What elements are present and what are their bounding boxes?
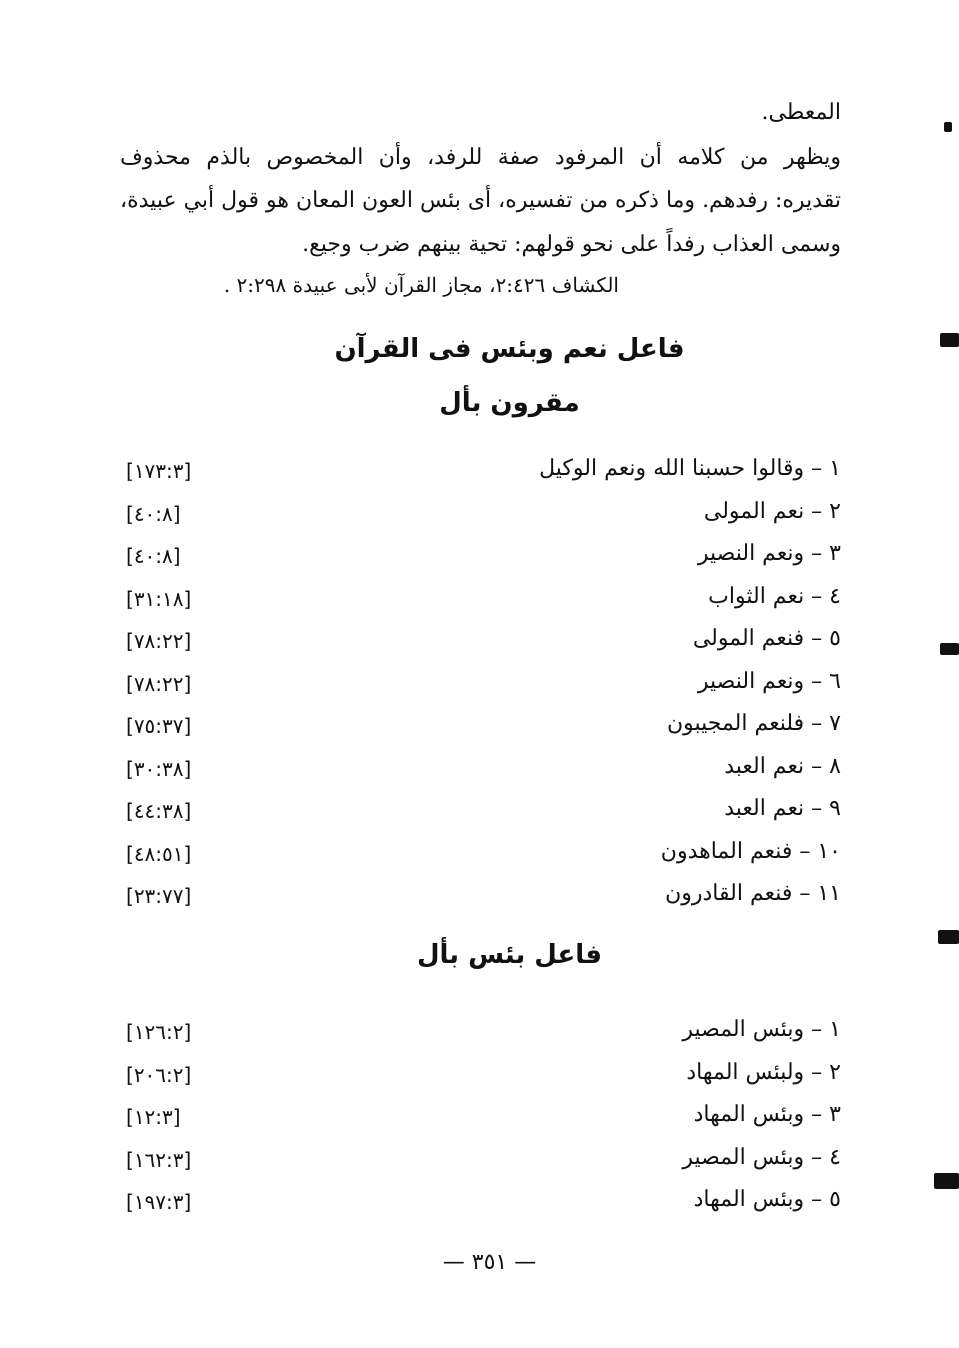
- verse-reference: [٤٤:٣٨]: [126, 799, 192, 823]
- verse-list-1: [120, 452, 841, 920]
- list-item: [120, 877, 841, 920]
- verse-text: ٧ – فلنعم المجيبون: [666, 711, 841, 736]
- verse-reference: [٣١:١٨]: [126, 586, 192, 611]
- verse-text: ٣ – ونعم النصير: [697, 541, 841, 566]
- list-item: [120, 1141, 841, 1184]
- verse-text: ٤ – وبئس المصير: [682, 1144, 841, 1170]
- verse-reference: [٧٥:٣٧]: [126, 714, 192, 738]
- page-number: — ٣٥١ —: [442, 1250, 537, 1275]
- scan-mark: [944, 122, 952, 132]
- scan-mark: [938, 930, 959, 944]
- verse-reference: [٧٨:٢٢]: [126, 671, 192, 696]
- verse-text: ٢ – ولبئس المهاد: [686, 1059, 841, 1085]
- intro-line-4: وسمى العذاب رفداً على نحو قولهم: تحية بينهم ضرب وجيع.: [302, 232, 841, 257]
- verse-text: ٩ – نعم العبد: [724, 796, 841, 821]
- verse-reference: [٤٠:٨]: [126, 544, 181, 568]
- verse-text: ٥ – وبئس المهاد: [693, 1187, 841, 1212]
- verse-reference: [٤٨:٥١]: [126, 841, 192, 866]
- verse-text: ٤ – نعم الثواب: [708, 583, 841, 609]
- verse-reference: [١٧٣:٣]: [126, 459, 192, 483]
- section-title-2: فاعل بئس بأل: [416, 940, 603, 970]
- verse-reference: [٣٠:٣٨]: [126, 756, 192, 781]
- verse-text: ٨ – نعم العبد: [724, 753, 841, 779]
- verse-reference: [٧٨:٢٢]: [126, 629, 192, 653]
- intro-line-3: تقديره: رفدهم. وما ذكره من تفسيره، أى بئس العون المعان هو قول أبي عبيدة،: [120, 188, 841, 213]
- verse-text: ٢ – نعم المولى: [703, 498, 841, 524]
- list-item: [120, 452, 841, 495]
- verse-reference: [١٩٧:٣]: [126, 1190, 192, 1214]
- verse-reference: [٢٣:٧٧]: [126, 884, 192, 908]
- list-item: [120, 665, 841, 708]
- section-subtitle-1: مقرون بأل: [439, 388, 580, 418]
- verse-text: ١٠ – فنعم الماهدون: [660, 838, 841, 864]
- verse-reference: [١٢٦:٢]: [126, 1020, 192, 1044]
- list-item: [120, 1056, 841, 1099]
- list-item: [120, 707, 841, 750]
- section-title-1: فاعل نعم وبئس فى القرآن: [334, 334, 685, 364]
- verse-text: ١ – وقالوا حسبنا الله ونعم الوكيل: [539, 456, 841, 481]
- verse-text: ١١ – فنعم القادرون: [665, 881, 841, 906]
- list-item: [120, 495, 841, 538]
- list-item: [120, 622, 841, 665]
- list-item: [120, 792, 841, 835]
- intro-line-2: ويظهر من كلامه أن المرفود صفة للرفد، وأن المخصوص بالذم محذوف: [120, 145, 841, 170]
- list-item: [120, 580, 841, 623]
- verse-text: ٣ – وبئس المهاد: [693, 1102, 841, 1127]
- verse-text: ٥ – فنعم المولى: [692, 626, 841, 651]
- list-item: [120, 750, 841, 793]
- footnote: الكشاف ٢:٤٢٦، مجاز القرآن لأبى عبيدة ٢:٢٩٨ .: [223, 273, 619, 297]
- list-item: [120, 1013, 841, 1056]
- verse-reference: [١٦٢:٣]: [126, 1147, 192, 1172]
- verse-text: ٦ – ونعم النصير: [697, 668, 841, 694]
- list-item: [120, 1183, 841, 1226]
- verse-reference: [٢٠٦:٢]: [126, 1062, 192, 1087]
- list-item: [120, 1098, 841, 1141]
- verse-text: ١ – وبئس المصير: [682, 1017, 841, 1042]
- list-item: [120, 835, 841, 878]
- scan-mark: [940, 333, 959, 347]
- verse-reference: [١٢:٣]: [126, 1105, 181, 1129]
- intro-line-1: المعطى.: [761, 100, 841, 125]
- list-item: [120, 537, 841, 580]
- scan-mark: [940, 643, 959, 655]
- verse-list-2: [120, 1013, 841, 1226]
- scan-mark: [934, 1173, 959, 1189]
- verse-reference: [٤٠:٨]: [126, 501, 181, 526]
